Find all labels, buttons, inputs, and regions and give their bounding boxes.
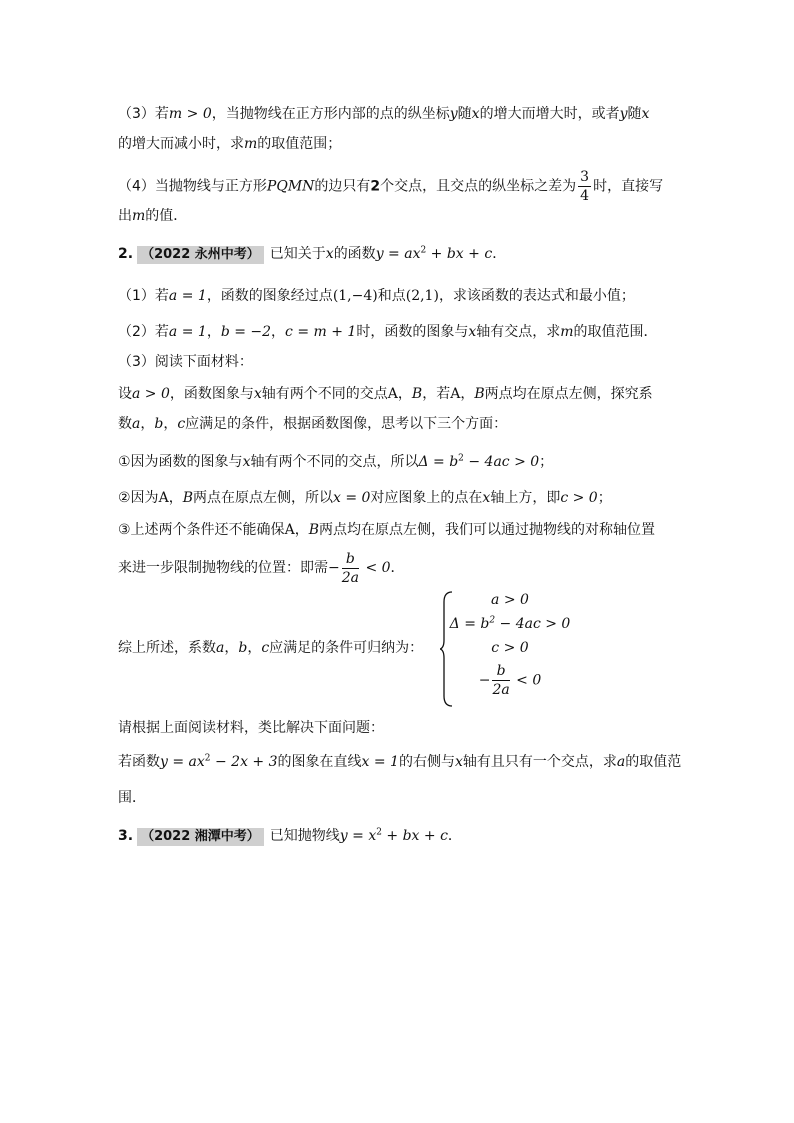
math-inline: a > 0 [132, 386, 170, 402]
math-inline: (1,−4) [332, 288, 378, 304]
text: 的增大而减小时，求 [118, 136, 244, 152]
text: （4）当抛物线与正方形 [118, 178, 267, 195]
question-number: 3. [118, 828, 134, 844]
fraction-numerator: b [342, 550, 359, 569]
q2-part1 [118, 286, 635, 306]
text: ； [597, 490, 612, 506]
math-inline: a [616, 754, 626, 770]
text: 的值． [145, 208, 188, 224]
math-inline: B [411, 386, 423, 402]
math-inline: m [132, 208, 146, 224]
math-inline: x [242, 454, 251, 470]
text: 个交点，且交点的纵坐标之差为 [380, 178, 577, 195]
fraction-denominator: 4 [580, 188, 590, 204]
math-inline: y = ax [160, 754, 205, 770]
text: 两点均在原点左侧，我们可以通过抛物线的对称轴位置 [318, 522, 655, 538]
text: 的取值范 [625, 754, 682, 770]
text: 时，函数的图象与 [356, 324, 469, 340]
text: 对应图象上的点在 [370, 490, 483, 506]
text: 应满足的条件可归纳为： [269, 640, 424, 656]
text: （3）若 [118, 106, 169, 122]
text: （3）阅读下面材料： [118, 354, 253, 370]
source-tag: （2022 湘潭中考） [137, 828, 264, 846]
fraction-denominator: 2a [492, 682, 510, 698]
math-inline: a = 1 [168, 324, 207, 340]
math-inline: c [177, 416, 186, 432]
math-inline: m [244, 136, 258, 152]
math-inline: − 2x + 3 [210, 754, 278, 770]
math-inline: c [261, 640, 270, 656]
q2-part2 [118, 322, 658, 342]
text: 两点在原点左侧，所以 [192, 490, 333, 506]
math-inline: x [641, 106, 650, 122]
reading-line2 [118, 414, 507, 434]
text: ，若 [422, 386, 451, 402]
summary-line [118, 638, 423, 658]
system-row-axis [440, 662, 580, 699]
text: 2 [370, 178, 381, 195]
text: ， [294, 522, 309, 538]
text: ， [271, 324, 286, 340]
text: ， [140, 416, 155, 432]
condition-1 [118, 452, 553, 472]
math-inline: + bx + c [426, 246, 493, 262]
fraction-b-over-2a [492, 662, 509, 699]
math-inline: (2,1) [405, 288, 439, 304]
text: （2）若 [118, 324, 169, 340]
superscript: 2 [458, 453, 464, 464]
text: 来进一步限制抛物线的位置：即需 [118, 560, 328, 576]
fraction-three-quarters [578, 168, 591, 205]
question-number: 2. [118, 246, 134, 262]
text: 的取值范围； [257, 136, 342, 152]
final-problem-line1 [118, 752, 681, 772]
text: 的增大而增大时，或者 [479, 106, 620, 122]
math-inline: PQMN [266, 178, 315, 195]
math-inline: a = 1 [168, 288, 207, 304]
text: ． [390, 560, 405, 576]
text: （1）若 [118, 288, 169, 304]
math-inline: A [158, 490, 169, 506]
math-inline: − [478, 672, 491, 689]
inequality-system [440, 590, 580, 708]
text: ． [492, 246, 507, 262]
fraction-numerator: b [492, 662, 509, 681]
text: 已知关于 [269, 246, 326, 262]
math-inline: B [308, 522, 319, 538]
math-inline: y [619, 106, 628, 122]
math-inline: x [471, 106, 480, 122]
text: 的边只有 [314, 178, 371, 195]
text: ， [247, 640, 262, 656]
q1-part3-line1 [118, 104, 649, 124]
math-inline: x [454, 754, 463, 770]
math-inline: x [482, 490, 491, 506]
text: 轴有交点，求 [476, 324, 561, 340]
text: 的取值范围． [573, 324, 658, 340]
text: 随 [457, 106, 472, 122]
source-tag: （2022 永州中考） [137, 246, 264, 264]
superscript: 2 [204, 753, 211, 764]
text: ②因为 [118, 490, 159, 506]
text: 数 [118, 416, 132, 432]
text: ③上述两个条件还不能确保 [118, 522, 285, 538]
fraction-denominator: 2a [341, 569, 359, 586]
fraction-b-over-2a [342, 550, 359, 587]
text: 请根据上面阅读材料，类比解决下面问题： [118, 720, 384, 736]
text: ， [168, 490, 183, 506]
math-inline: b [238, 640, 248, 656]
q3-stem [118, 826, 462, 846]
math-inline: x [325, 246, 334, 262]
math-inline: m > 0 [168, 106, 212, 122]
fraction-numerator: 3 [580, 169, 590, 185]
text: 围． [118, 790, 146, 806]
math-inline: − 4ac > 0 [495, 616, 571, 632]
text: 若函数 [118, 754, 160, 770]
system-row-c: c > 0 [491, 640, 529, 656]
math-inline: − [328, 560, 340, 576]
math-inline: − 4ac > 0 [463, 454, 540, 470]
text: ． [447, 828, 462, 844]
text: 已知抛物线 [269, 828, 340, 844]
math-inline: y = ax [375, 246, 421, 262]
math-inline: a [132, 416, 141, 432]
condition-3-cont [118, 548, 405, 588]
math-inline: < 0 [361, 560, 391, 576]
math-inline: < 0 [511, 672, 542, 689]
q1-part4-line1 [118, 168, 663, 205]
reading-line1 [118, 384, 653, 404]
math-inline: + bx + c [381, 828, 448, 844]
q2-part3 [118, 352, 253, 372]
text: 轴上方，即 [490, 490, 561, 506]
final-problem-line2 [118, 788, 146, 808]
text: 应满足的条件，根据函数图像，思考以下三个方面： [185, 416, 508, 432]
q1-part4-line2 [118, 206, 187, 226]
superscript: 2 [489, 615, 496, 626]
q2-stem [118, 244, 506, 264]
text: ， [460, 386, 475, 402]
math-inline: m [560, 324, 574, 340]
system-row-delta [440, 616, 580, 632]
text: 轴有且只有一个交点，求 [462, 754, 617, 770]
condition-3 [118, 520, 655, 540]
superscript: 2 [376, 827, 382, 838]
text: 随 [627, 106, 642, 122]
math-inline: Δ = b [449, 616, 490, 632]
system-row-a: a > 0 [491, 592, 529, 608]
text: ， [397, 386, 412, 402]
text: 的图象在直线 [277, 754, 362, 770]
math-inline: c = m + 1 [285, 324, 357, 340]
math-inline: B [474, 386, 485, 402]
text: 的函数 [333, 246, 376, 262]
text: ，当抛物线在正方形内部的点的纵坐标 [211, 106, 450, 122]
text: 轴有两个不同的交点 [261, 386, 388, 402]
text: 和点 [377, 288, 406, 304]
text: 轴有两个不同的交点，所以 [250, 454, 419, 470]
text: ①因为函数的图象与 [118, 454, 243, 470]
text: 设 [118, 386, 132, 402]
text: ； [539, 454, 554, 470]
math-inline: y [449, 106, 458, 122]
math-inline: x = 0 [332, 490, 371, 506]
text: 出 [118, 208, 132, 224]
q1-part3-line2 [118, 134, 341, 154]
math-inline: A [450, 386, 461, 402]
text: 的右侧与 [398, 754, 455, 770]
math-inline: b [154, 416, 164, 432]
math-inline: x [468, 324, 477, 340]
text: ，函数的图象经过点 [206, 288, 333, 304]
math-inline: x [253, 386, 262, 402]
math-inline: y = x [339, 828, 377, 844]
text: ，函数图象与 [169, 386, 254, 402]
math-inline: B [182, 490, 193, 506]
math-inline: A [284, 522, 295, 538]
math-inline: x = 1 [361, 754, 399, 770]
text: 两点均在原点左侧，探究系 [484, 386, 653, 402]
text: ， [224, 640, 239, 656]
math-inline: A [387, 386, 398, 402]
text: 综上所述，系数 [118, 640, 216, 656]
superscript: 2 [420, 245, 427, 256]
text: ，求该函数的表达式和最小值； [438, 288, 635, 304]
condition-2 [118, 488, 612, 508]
math-inline: Δ = b [418, 454, 459, 470]
math-inline: c > 0 [560, 490, 598, 506]
math-inline: b = −2 [220, 324, 272, 340]
ask-line [118, 718, 384, 738]
text: ， [206, 324, 221, 340]
text: ， [163, 416, 178, 432]
math-inline: a [216, 640, 225, 656]
text: 时，直接写 [593, 178, 664, 195]
